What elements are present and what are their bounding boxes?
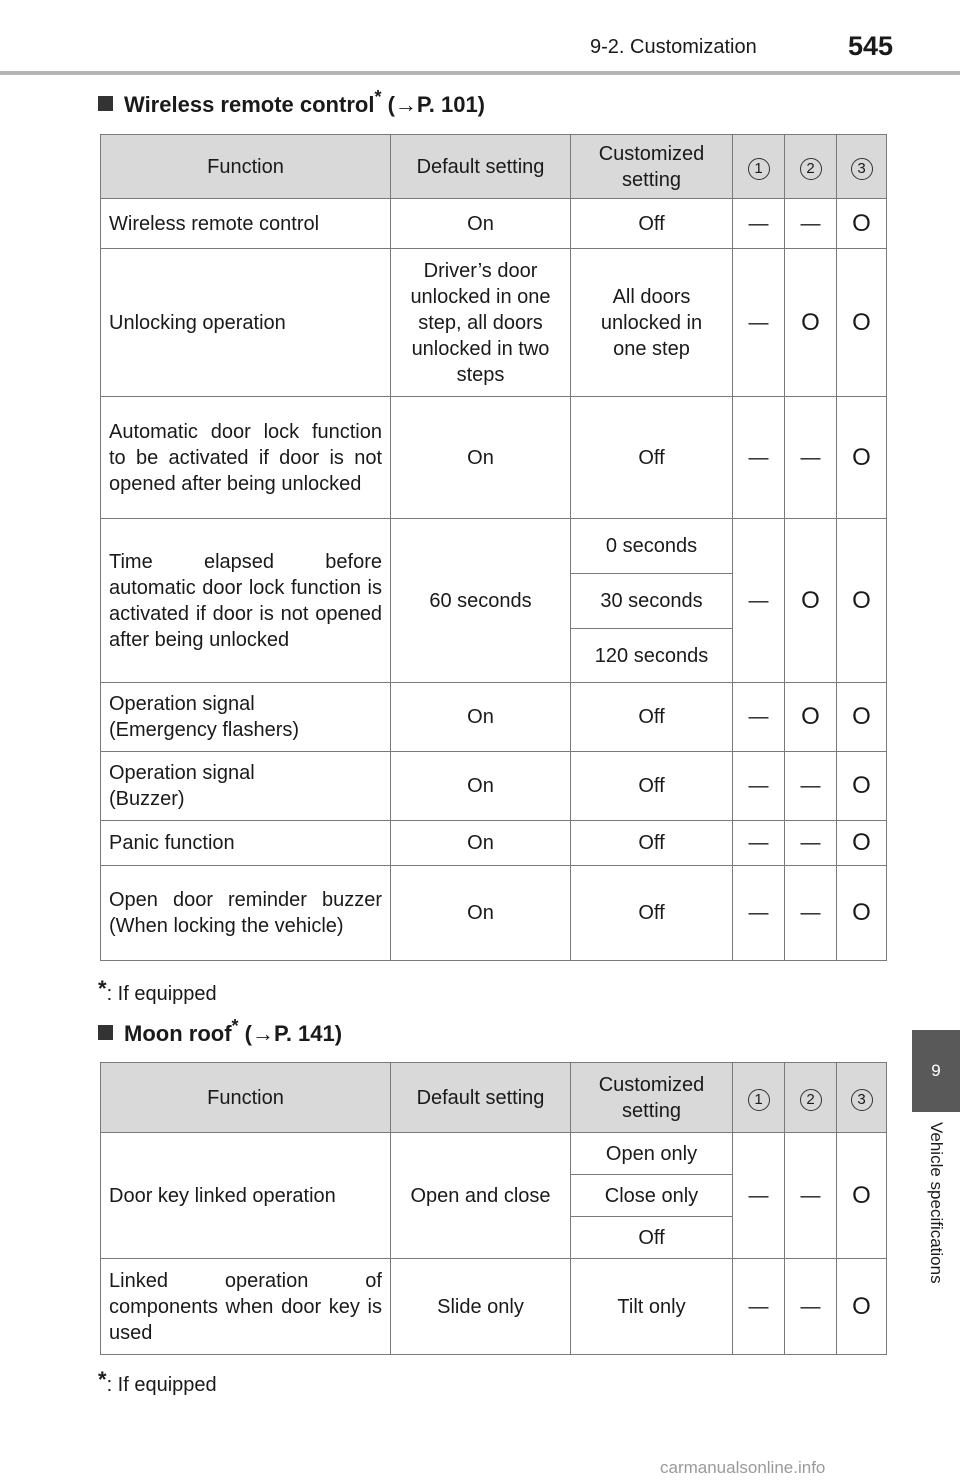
setting-1-cell: — — [733, 866, 785, 961]
header-setting-2 — [785, 135, 837, 199]
default-cell: 60 seconds — [391, 519, 571, 683]
setting-2-cell: — — [785, 866, 837, 961]
function-cell: Door key linked operation — [101, 1133, 391, 1259]
custom-cell: All doors unlocked in one step — [571, 249, 733, 397]
default-cell: On — [391, 866, 571, 961]
setting-3-cell: O — [837, 683, 887, 752]
footnote-text: : If equipped — [106, 1374, 217, 1396]
setting-3-cell: O — [837, 199, 887, 249]
setting-1-cell: — — [733, 199, 785, 249]
setting-2-cell: O — [785, 249, 837, 397]
setting-2-cell: O — [785, 519, 837, 683]
function-cell: Operation signal (Emergency flashers) — [101, 683, 391, 752]
header-customized: Customized setting — [571, 1063, 733, 1133]
section-title-text: Wireless remote control — [124, 92, 375, 117]
chapter-number: 9 — [931, 1061, 941, 1080]
footnote-text: : If equipped — [106, 983, 217, 1005]
circled-2-icon: 2 — [800, 1089, 822, 1111]
circled-3-icon: 3 — [851, 1089, 873, 1111]
asterisk-icon: * — [231, 1016, 239, 1036]
default-cell: Open and close — [391, 1133, 571, 1259]
setting-2-cell: — — [785, 199, 837, 249]
header-function: Function — [101, 135, 391, 199]
default-cell: On — [391, 821, 571, 866]
custom-cell: 120 seconds — [571, 629, 733, 683]
setting-3-cell: O — [837, 1133, 887, 1259]
table-row — [101, 683, 887, 752]
header-customized: Customized setting — [571, 135, 733, 199]
default-cell: Slide only — [391, 1259, 571, 1355]
custom-cell: Open only — [571, 1133, 733, 1175]
setting-1-cell: — — [733, 683, 785, 752]
setting-2-cell: — — [785, 821, 837, 866]
square-bullet-icon — [98, 1025, 113, 1040]
custom-cell: Off — [571, 397, 733, 519]
setting-3-cell: O — [837, 249, 887, 397]
wireless-remote-table — [100, 134, 887, 961]
default-cell: On — [391, 199, 571, 249]
custom-cell: Off — [571, 866, 733, 961]
table-row — [101, 1259, 887, 1355]
custom-cell: Off — [571, 199, 733, 249]
page-reference-link[interactable]: (→P. 141) — [244, 1021, 343, 1046]
circled-1-icon: 1 — [748, 158, 770, 180]
table-row — [101, 249, 887, 397]
header-default: Default setting — [391, 135, 571, 199]
footnote-if-equipped — [98, 1367, 217, 1397]
custom-cell: Off — [571, 821, 733, 866]
setting-3-cell: O — [837, 821, 887, 866]
circled-3-icon: 3 — [851, 158, 873, 180]
moon-roof-table — [100, 1062, 887, 1355]
chapter-tab — [912, 1030, 960, 1112]
default-cell: On — [391, 397, 571, 519]
header-divider — [0, 71, 960, 75]
table-row — [101, 866, 887, 961]
table-row — [101, 519, 887, 574]
watermark-text: carmanualsonline.info — [660, 1458, 826, 1477]
section-title-wireless-remote — [98, 87, 485, 118]
setting-3-cell: O — [837, 1259, 887, 1355]
setting-1-cell: — — [733, 519, 785, 683]
setting-1-cell: — — [733, 752, 785, 821]
setting-3-cell: O — [837, 752, 887, 821]
header-default: Default setting — [391, 1063, 571, 1133]
asterisk-icon: * — [374, 87, 382, 107]
custom-cell: Off — [571, 752, 733, 821]
header-function: Function — [101, 1063, 391, 1133]
function-cell: Wireless remote control — [101, 199, 391, 249]
custom-cell: Close only — [571, 1175, 733, 1217]
function-cell: Panic function — [101, 821, 391, 866]
table-header-row — [101, 1063, 887, 1133]
header-setting-2 — [785, 1063, 837, 1133]
circled-2-icon: 2 — [800, 158, 822, 180]
custom-cell: 30 seconds — [571, 574, 733, 629]
setting-2-cell: O — [785, 683, 837, 752]
setting-1-cell: — — [733, 1259, 785, 1355]
table-row — [101, 1133, 887, 1175]
table-row — [101, 199, 887, 249]
custom-cell: 0 seconds — [571, 519, 733, 574]
table-row — [101, 821, 887, 866]
setting-1-cell: — — [733, 1133, 785, 1259]
setting-2-cell: — — [785, 397, 837, 519]
default-cell: On — [391, 683, 571, 752]
table-header-row — [101, 135, 887, 199]
header-setting-1 — [733, 135, 785, 199]
asterisk-icon: * — [98, 976, 107, 1001]
header-setting-3 — [837, 135, 887, 199]
setting-2-cell: — — [785, 1259, 837, 1355]
asterisk-icon: * — [98, 1367, 107, 1392]
setting-2-cell: — — [785, 1133, 837, 1259]
function-cell: Unlocking operation — [101, 249, 391, 397]
page-reference-link[interactable]: (→P. 101) — [387, 92, 485, 117]
section-title-text: Moon roof — [124, 1021, 232, 1046]
custom-cell: Tilt only — [571, 1259, 733, 1355]
default-cell: On — [391, 752, 571, 821]
page-number: 545 — [848, 31, 894, 61]
table-row — [101, 752, 887, 821]
setting-3-cell: O — [837, 866, 887, 961]
header-setting-1 — [733, 1063, 785, 1133]
table-row — [101, 397, 887, 519]
function-cell: Time elapsed before automatic door lock function is activated if door is not opened after being unlocked — [101, 519, 391, 683]
section-title-moon-roof — [98, 1016, 342, 1047]
setting-1-cell: — — [733, 821, 785, 866]
circled-1-icon: 1 — [748, 1089, 770, 1111]
setting-1-cell: — — [733, 249, 785, 397]
setting-2-cell: — — [785, 752, 837, 821]
setting-3-cell: O — [837, 519, 887, 683]
function-cell: Automatic door lock function to be activated if door is not opened after being unlocked — [101, 397, 391, 519]
custom-cell: Off — [571, 683, 733, 752]
setting-3-cell: O — [837, 397, 887, 519]
chapter-label: Vehicle specifications — [927, 1122, 946, 1284]
function-cell: Open door reminder buzzer (When locking the vehicle) — [101, 866, 391, 961]
square-bullet-icon — [98, 96, 113, 111]
function-cell: Linked operation of components when door key is used — [101, 1259, 391, 1355]
section-heading: 9-2. Customization — [590, 36, 757, 58]
function-cell: Operation signal (Buzzer) — [101, 752, 391, 821]
default-cell: Driver’s door unlocked in one step, all doors unlocked in two steps — [391, 249, 571, 397]
footnote-if-equipped — [98, 976, 217, 1006]
custom-cell: Off — [571, 1217, 733, 1259]
header-setting-3 — [837, 1063, 887, 1133]
setting-1-cell: — — [733, 397, 785, 519]
